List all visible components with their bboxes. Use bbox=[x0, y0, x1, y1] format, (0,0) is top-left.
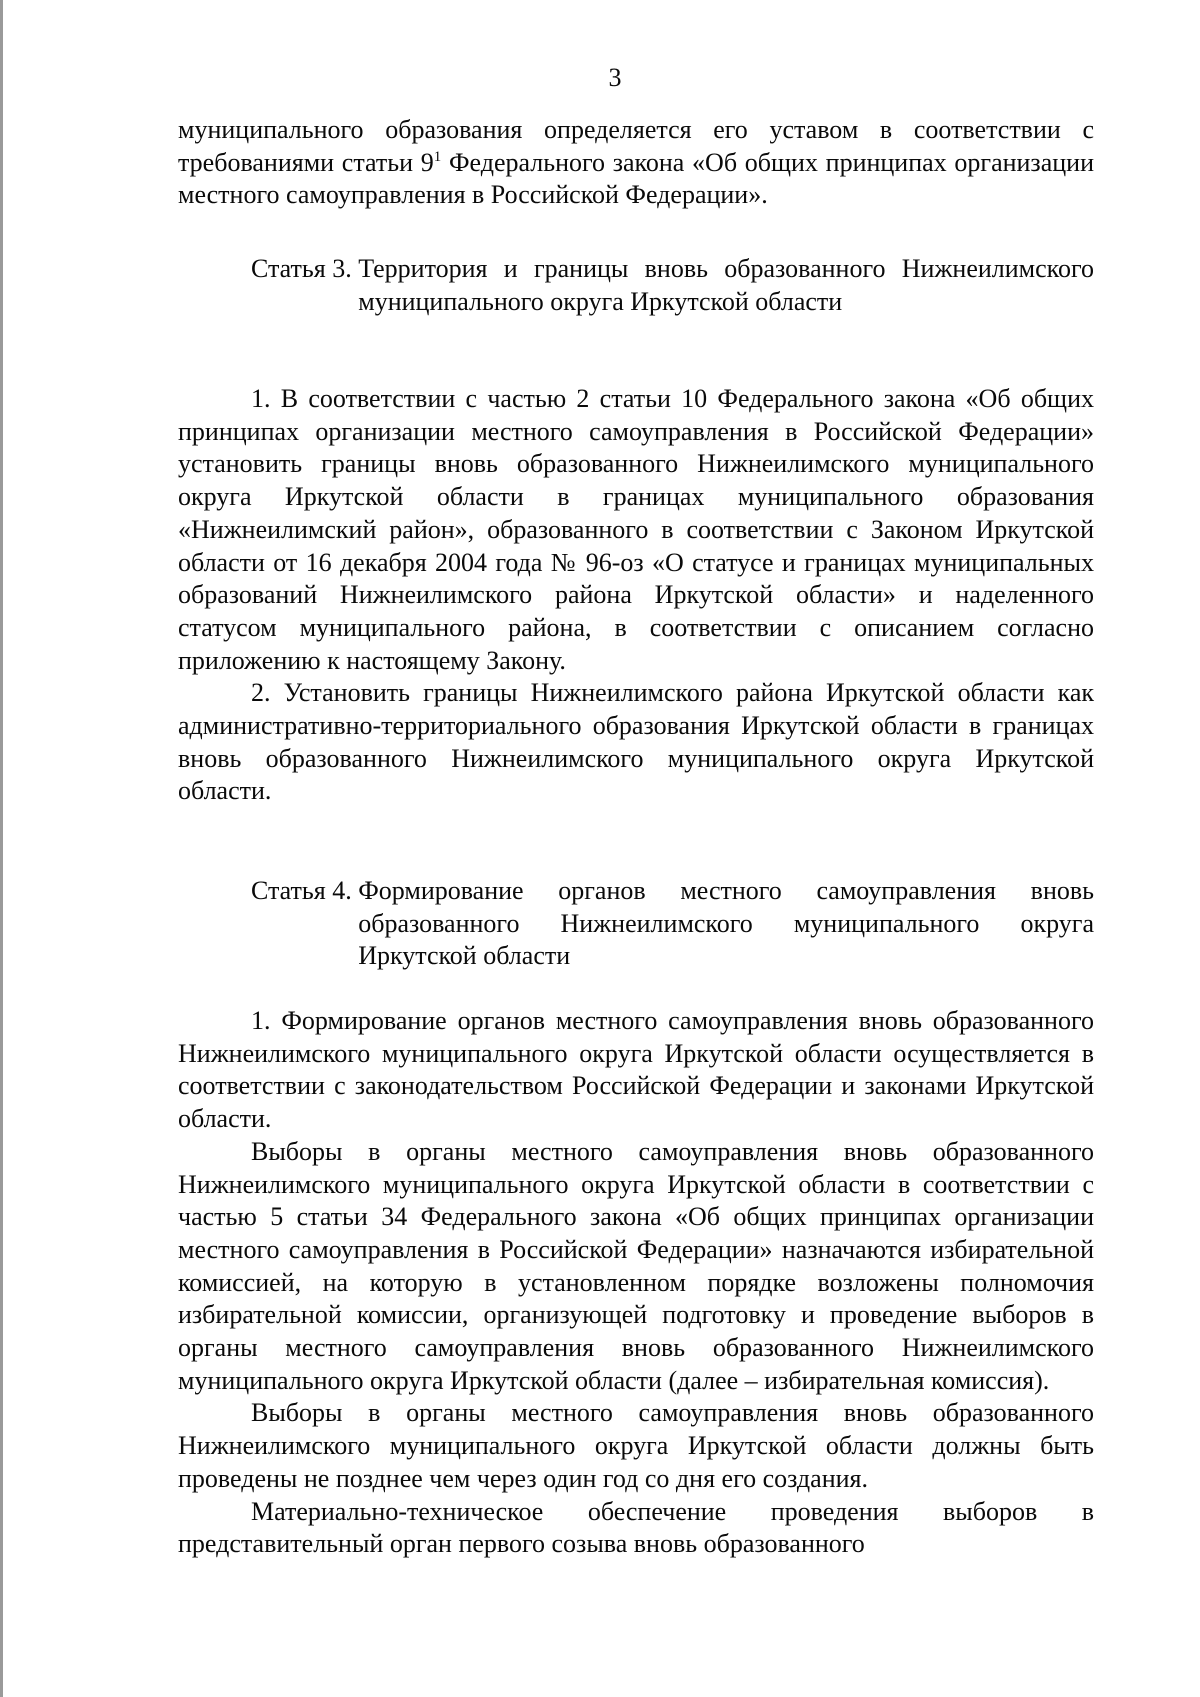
article-3-title: Территория и границы вновь образованного Нижнеилимского муниципального округа Иркутской области bbox=[358, 254, 1094, 316]
article-4-label: Статья 4. bbox=[251, 876, 359, 905]
intro-superscript: 1 bbox=[433, 148, 442, 165]
article-3-label: Статья 3. bbox=[251, 254, 359, 283]
intro-text-part1: муниципального образования определяется его уставом в соответствии с требованиями статьи 9 bbox=[178, 115, 1094, 177]
intro-paragraph bbox=[178, 114, 1094, 212]
article-4-paragraph-1: 1. Формирование органов местного самоуправления вновь образованного Нижнеилимского муниципального округа Иркутской области осуществляется в соответствии с законодательством Российской Федерации и законами Иркутской области. bbox=[178, 1006, 1094, 1134]
article-4-body bbox=[178, 1005, 1094, 1561]
article-3-body bbox=[178, 383, 1094, 808]
article-4-paragraph-4: Материально-техническое обеспечение проведения выборов в представительный орган первого созыва вновь образованного bbox=[178, 1496, 1094, 1559]
article-3-paragraph-2: 2. Установить границы Нижнеилимского района Иркутской области как административно-территориального образования Иркутской области в границах вновь образованного Нижнеилимского муниципального округа Иркутской области. bbox=[178, 678, 1094, 806]
intro-text-part2: Федерального закона «Об общих принципах организации местного самоуправления в Российской Федерации». bbox=[178, 147, 1094, 210]
article-4-heading bbox=[251, 875, 1094, 973]
intro-block bbox=[178, 114, 1094, 212]
article-4-title: Формирование органов местного самоуправления вновь образованного Нижнеилимского муниципального округа Иркутской области bbox=[358, 876, 1094, 971]
article-3-paragraph-1: 1. В соответствии с частью 2 статьи 10 Федерального закона «Об общих принципах организации местного самоуправления в Российской Федерации» установить границы вновь образованного Нижнеилимского муниципального округа Иркутской области в границах муниципального образования «Нижнеилимский район», образованного в соответствии с Законом Иркутской области от 16 декабря 2004 года № 96-оз «О статусе и границах муниципальных образований Нижнеилимского района Иркутской области» и наделенного статусом муниципального района, в соответствии с описанием согласно приложению к настоящему Закону. bbox=[178, 384, 1094, 675]
page-number: 3 bbox=[608, 63, 622, 92]
article-3-heading bbox=[251, 253, 1094, 318]
article-4-paragraph-3: Выборы в органы местного самоуправления вновь образованного Нижнеилимского муниципального округа Иркутской области должны быть проведены не позднее чем через один год со дня его создания. bbox=[178, 1398, 1094, 1493]
article-4-paragraph-2: Выборы в органы местного самоуправления вновь образованного Нижнеилимского муниципального округа Иркутской области в соответствии с частью 5 статьи 34 Федерального закона «Об общих принципах организации местного самоуправления в Российской Федерации» назначаются избирательной комиссией, на которую в установленном порядке возложены полномочия избирательной комиссии, организующей подготовку и проведение выборов в органы местного самоуправления вновь образованного Нижнеилимского муниципального округа Иркутской области (далее – избирательная комиссия). bbox=[178, 1136, 1094, 1395]
scan-edge bbox=[0, 0, 3, 1697]
